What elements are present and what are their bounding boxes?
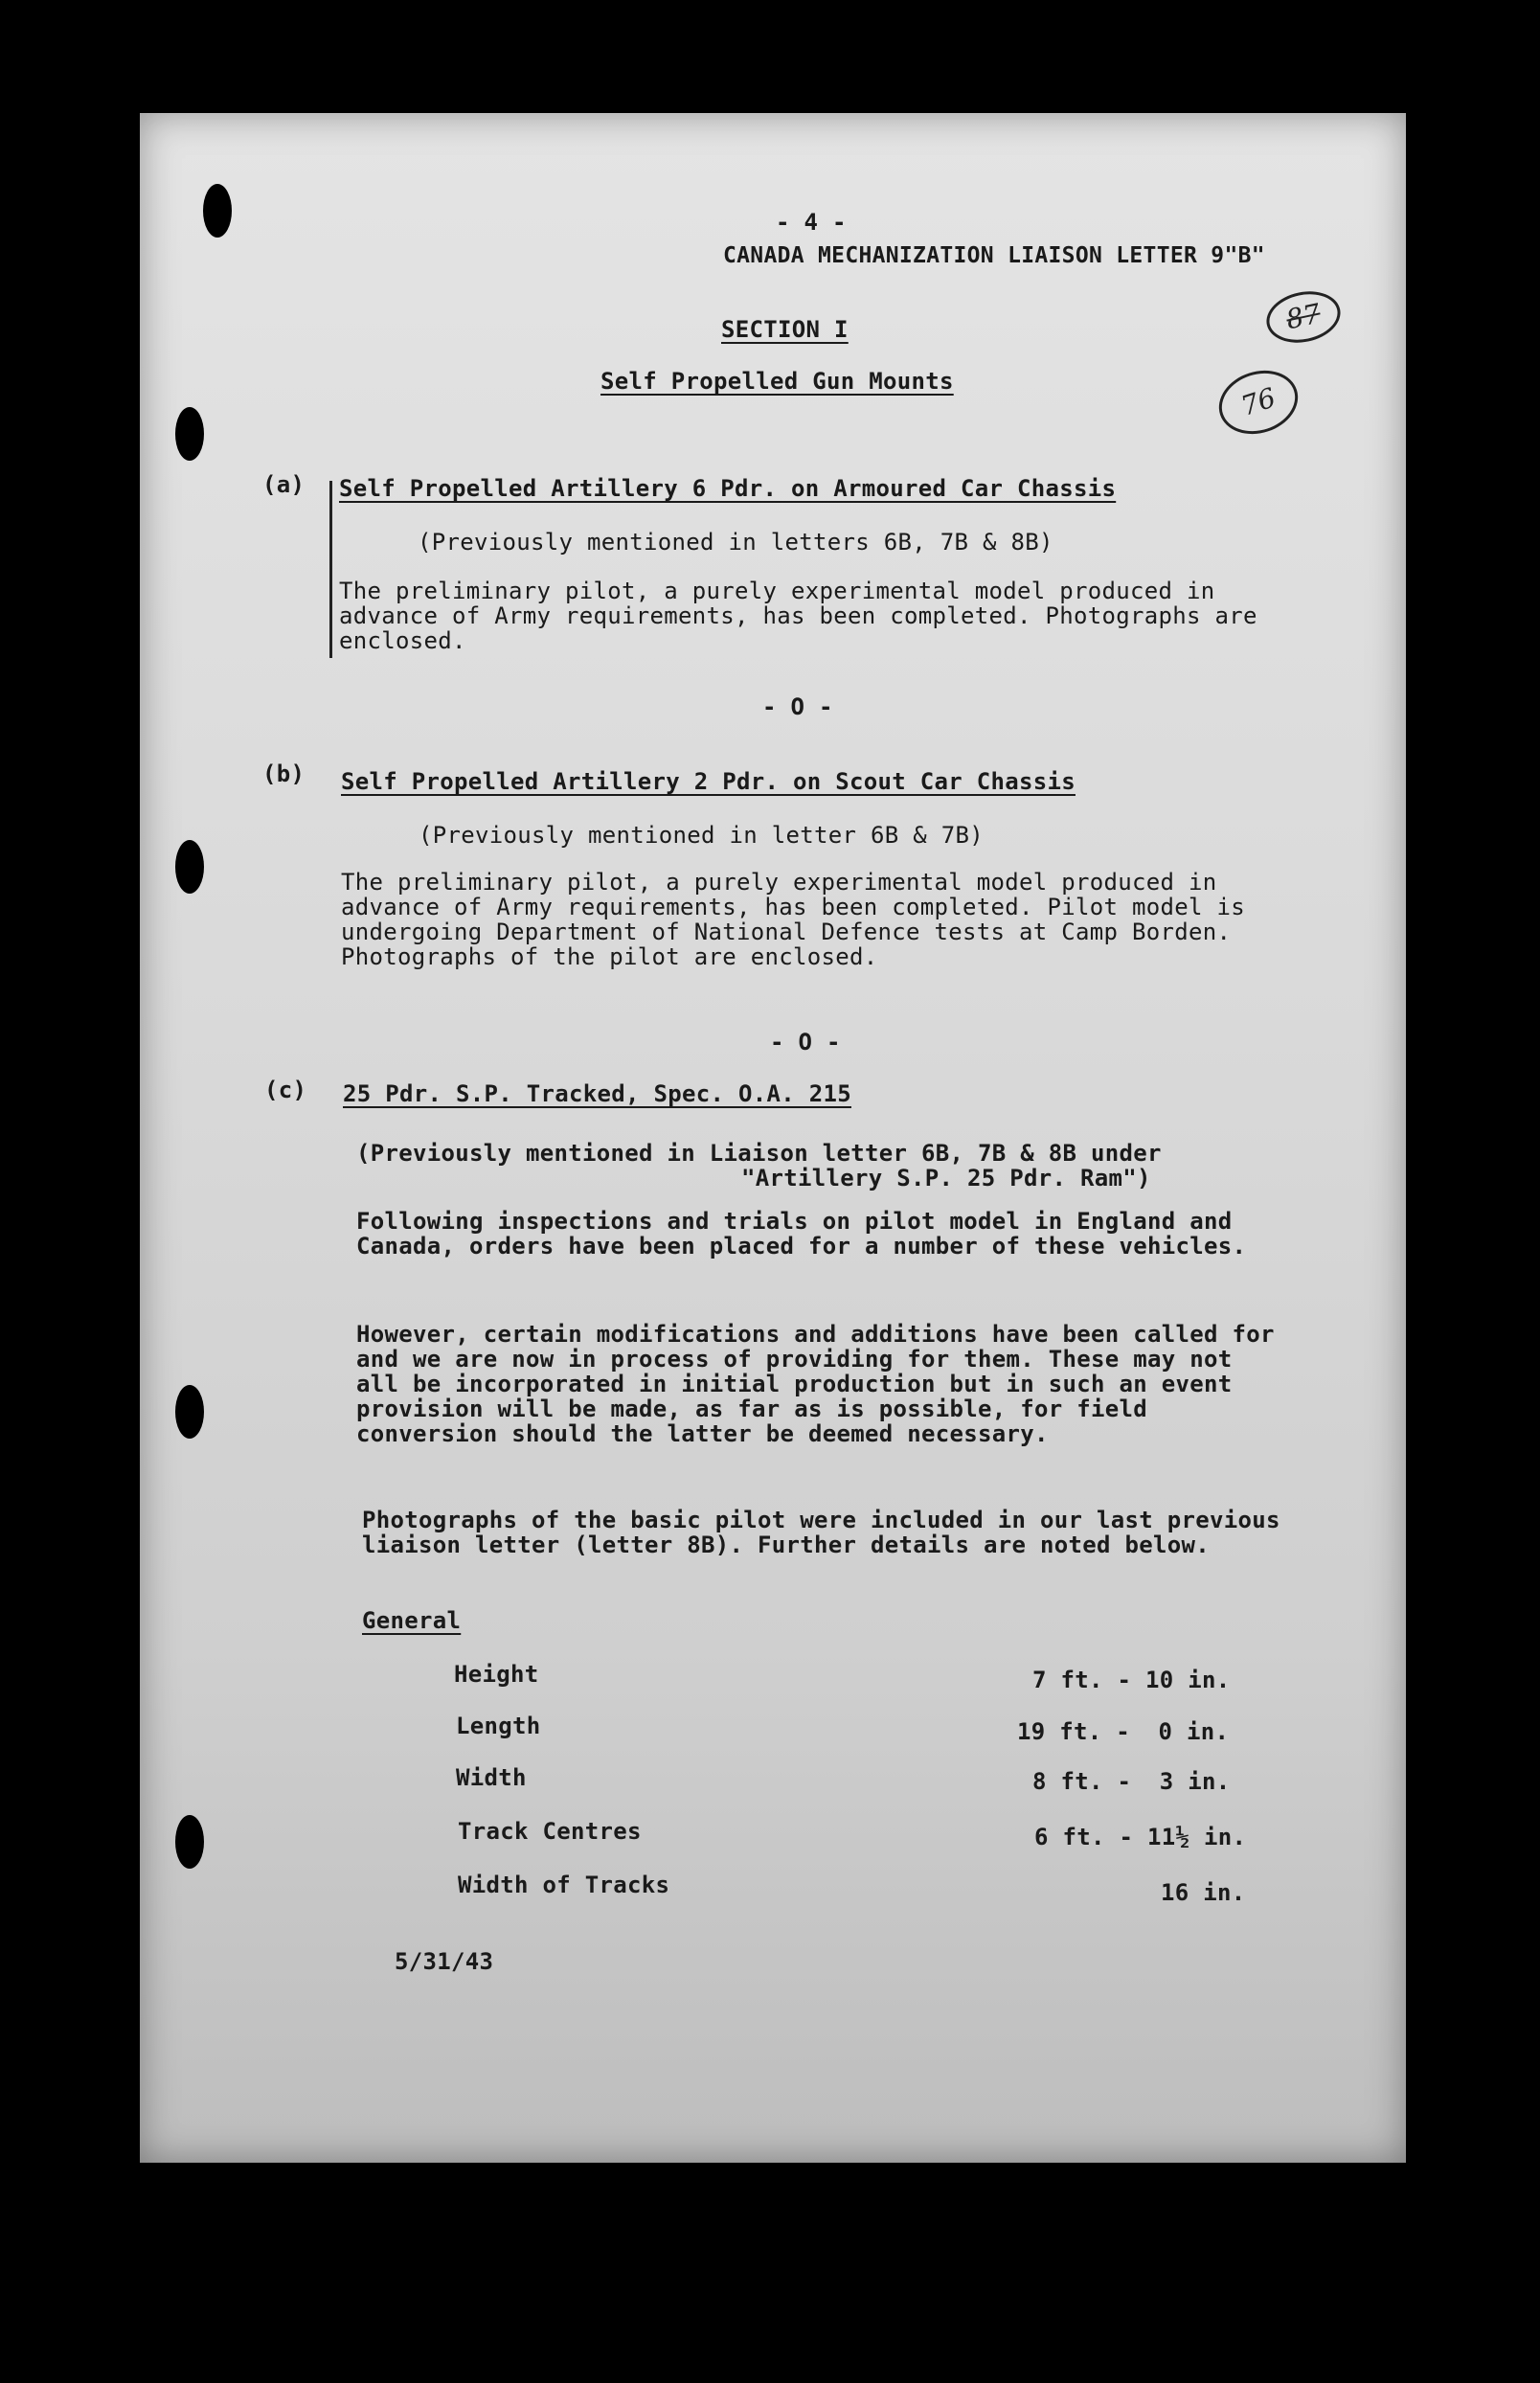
item-b-reference: (Previously mentioned in letter 6B & 7B) (419, 822, 984, 849)
punch-hole-5 (175, 1815, 204, 1869)
section-title: SECTION I (721, 316, 849, 343)
item-c-label: (c) (264, 1077, 307, 1103)
item-c-paragraph-2: However, certain modifications and additions have been called for and we are now in process of providing for them. These may not all be incorporated in initial production but in such an event provision will be made, as far as is possible, for field conversion should the latter be deemed necessary. (356, 1321, 1275, 1447)
spec-value: 7 ft. - 10 in. (1032, 1667, 1231, 1693)
punch-hole-4 (175, 1385, 204, 1439)
margin-bar (329, 481, 332, 658)
spec-name: Track Centres (458, 1818, 642, 1845)
item-c-reference-line1: (Previously mentioned in Liaison letter 6B, 7B & 8B under (356, 1140, 1162, 1167)
separator-1: - O - (762, 693, 833, 720)
spec-value: 19 ft. - 0 in. (1017, 1718, 1230, 1745)
item-a-reference: (Previously mentioned in letters 6B, 7B & 8B) (418, 529, 1053, 556)
spec-value: 8 ft. - 3 in. (1032, 1768, 1231, 1795)
item-a-body: The preliminary pilot, a purely experimental model produced in advance of Army requirements, has been completed. Photographs are enclosed. (339, 578, 1257, 654)
document-page (140, 113, 1406, 2163)
item-a-label: (a) (262, 471, 306, 498)
spec-name: Width (456, 1764, 527, 1791)
general-title: General (362, 1607, 462, 1634)
punch-hole-1 (203, 184, 232, 238)
punch-hole-3 (175, 840, 204, 894)
date-code: 5/31/43 (395, 1948, 494, 1975)
item-b-label: (b) (262, 760, 306, 787)
spec-name: Height (454, 1661, 539, 1688)
stamp-number-2: 76 (1211, 361, 1306, 444)
item-a-heading: Self Propelled Artillery 6 Pdr. on Armoured Car Chassis (339, 475, 1117, 502)
item-c-paragraph-1: Following inspections and trials on pilot model in England and Canada, orders have been placed for a number of these vehicles. (356, 1208, 1247, 1260)
spec-name: Width of Tracks (458, 1872, 670, 1898)
item-b-heading: Self Propelled Artillery 2 Pdr. on Scout Car Chassis (341, 768, 1076, 795)
item-c-reference-line2: "Artillery S.P. 25 Pdr. Ram") (741, 1165, 1151, 1192)
spec-value: 16 in. (1161, 1879, 1246, 1906)
item-c-paragraph-3: Photographs of the basic pilot were included in our last previous liaison letter (letter 8B). Further details are noted below. (362, 1507, 1280, 1558)
item-c-heading: 25 Pdr. S.P. Tracked, Spec. O.A. 215 (343, 1080, 851, 1107)
item-b-body: The preliminary pilot, a purely experimental model produced in advance of Army requirements, has been completed. Pilot model is undergoing Department of National Defence tests at Camp Borden. Photographs of the pilot are enclosed. (341, 869, 1245, 970)
punch-hole-2 (175, 407, 204, 461)
stamp-number-1: 87 (1261, 284, 1345, 349)
letter-title: CANADA MECHANIZATION LIAISON LETTER 9"B" (723, 243, 1265, 268)
spec-name: Length (456, 1713, 541, 1739)
separator-2: - O - (770, 1029, 841, 1055)
spec-value: 6 ft. - 11½ in. (1034, 1824, 1247, 1850)
page-number: - 4 - (776, 209, 847, 236)
section-subtitle: Self Propelled Gun Mounts (600, 368, 954, 395)
